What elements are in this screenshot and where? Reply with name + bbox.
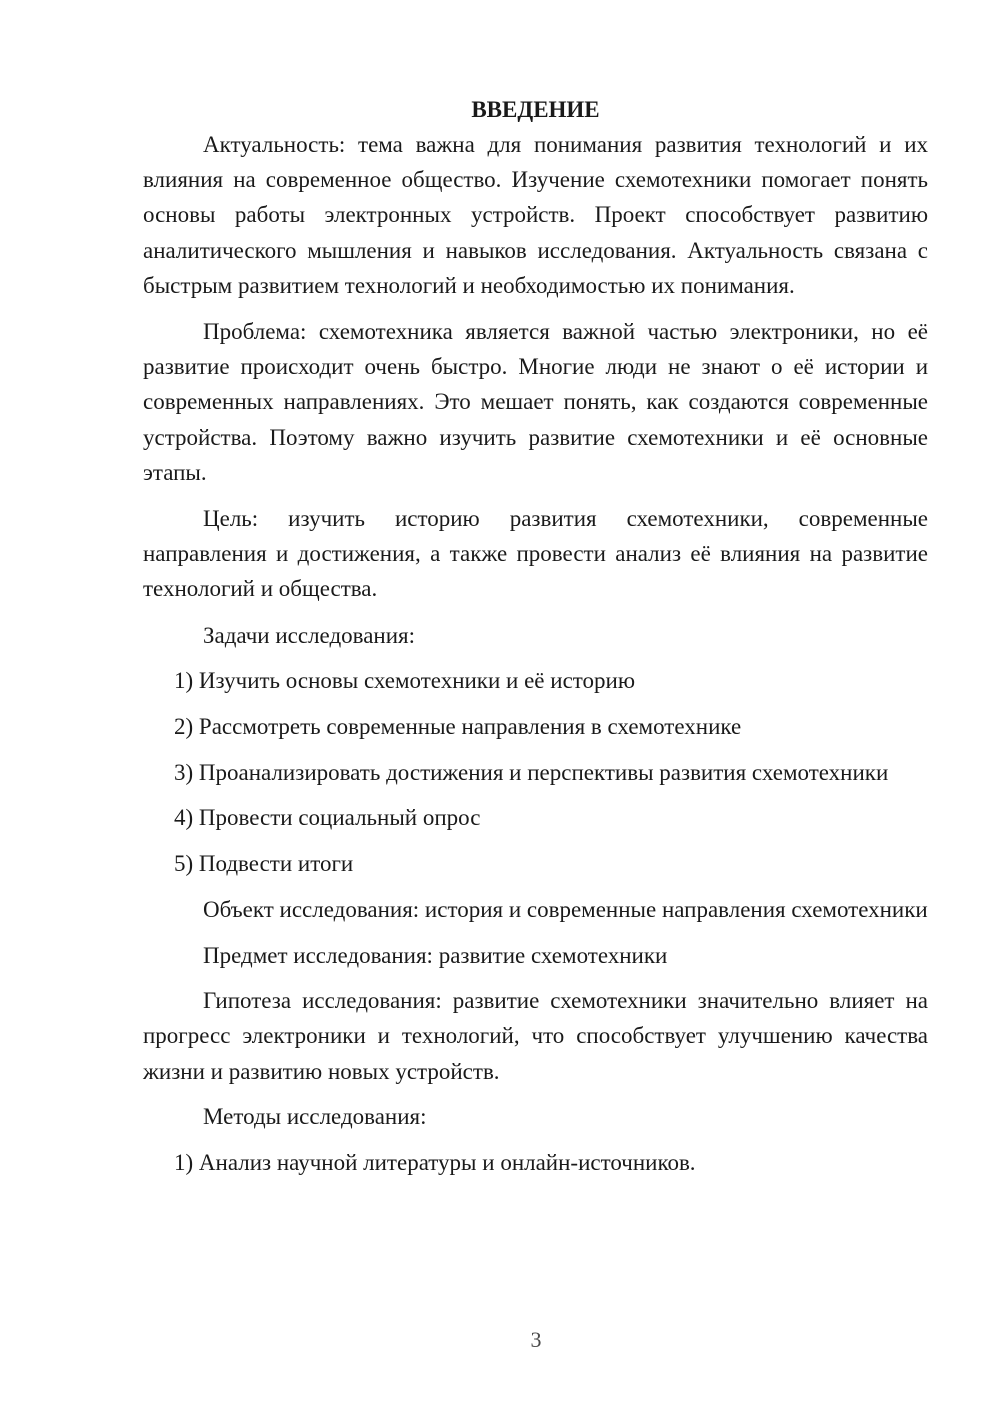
research-subject: Предмет исследования: развитие схемотехники — [203, 942, 668, 968]
document-title: ВВЕДЕНИЕ — [471, 97, 600, 122]
task-item: 3) Проанализировать достижения и перспективы развития схемотехники — [174, 759, 889, 785]
page-number: 3 — [530, 1327, 542, 1352]
method-item: 1) Анализ научной литературы и онлайн-источников. — [174, 1150, 696, 1176]
paragraph-goal: Цель: изучить историю развития схемотехники, современные направления и достижения, а также провести анализ её влияния на развитие технологий и общества. — [143, 506, 928, 602]
task-item: 2) Рассмотреть современные направления в схемотехнике — [174, 714, 742, 740]
task-item: 4) Провести социальный опрос — [174, 805, 481, 831]
methods-heading: Методы исследования: — [203, 1104, 427, 1130]
paragraph-relevance: Актуальность: тема важна для понимания развития технологий и их влияния на современное общество. Изучение схемотехники помогает понять основы работы электронных устройств. Проект способствует развитию аналитического мышления и навыков исследования. Актуальность связана с быстрым развитием технологий и необходимостью их понимания. — [143, 132, 928, 298]
task-item: 5) Подвести итоги — [174, 851, 354, 877]
document-page — [143, 92, 928, 1180]
task-item: 1) Изучить основы схемотехники и её историю — [174, 668, 636, 694]
research-hypothesis: Гипотеза исследования: развитие схемотехники значительно влияет на прогресс электроники и технологий, что способствует улучшению качества жизни и развитию новых устройств. — [143, 988, 928, 1084]
paragraph-problem: Проблема: схемотехника является важной частью электроники, но её развитие происходит очень быстро. Многие люди не знают о её истории и современных направлениях. Это мешает понять, как создаются современные устройства. Поэтому важно изучить развитие схемотехники и её основные этапы. — [143, 319, 928, 485]
tasks-heading: Задачи исследования: — [203, 622, 416, 648]
research-object: Объект исследования: история и современные направления схемотехники — [203, 896, 928, 922]
